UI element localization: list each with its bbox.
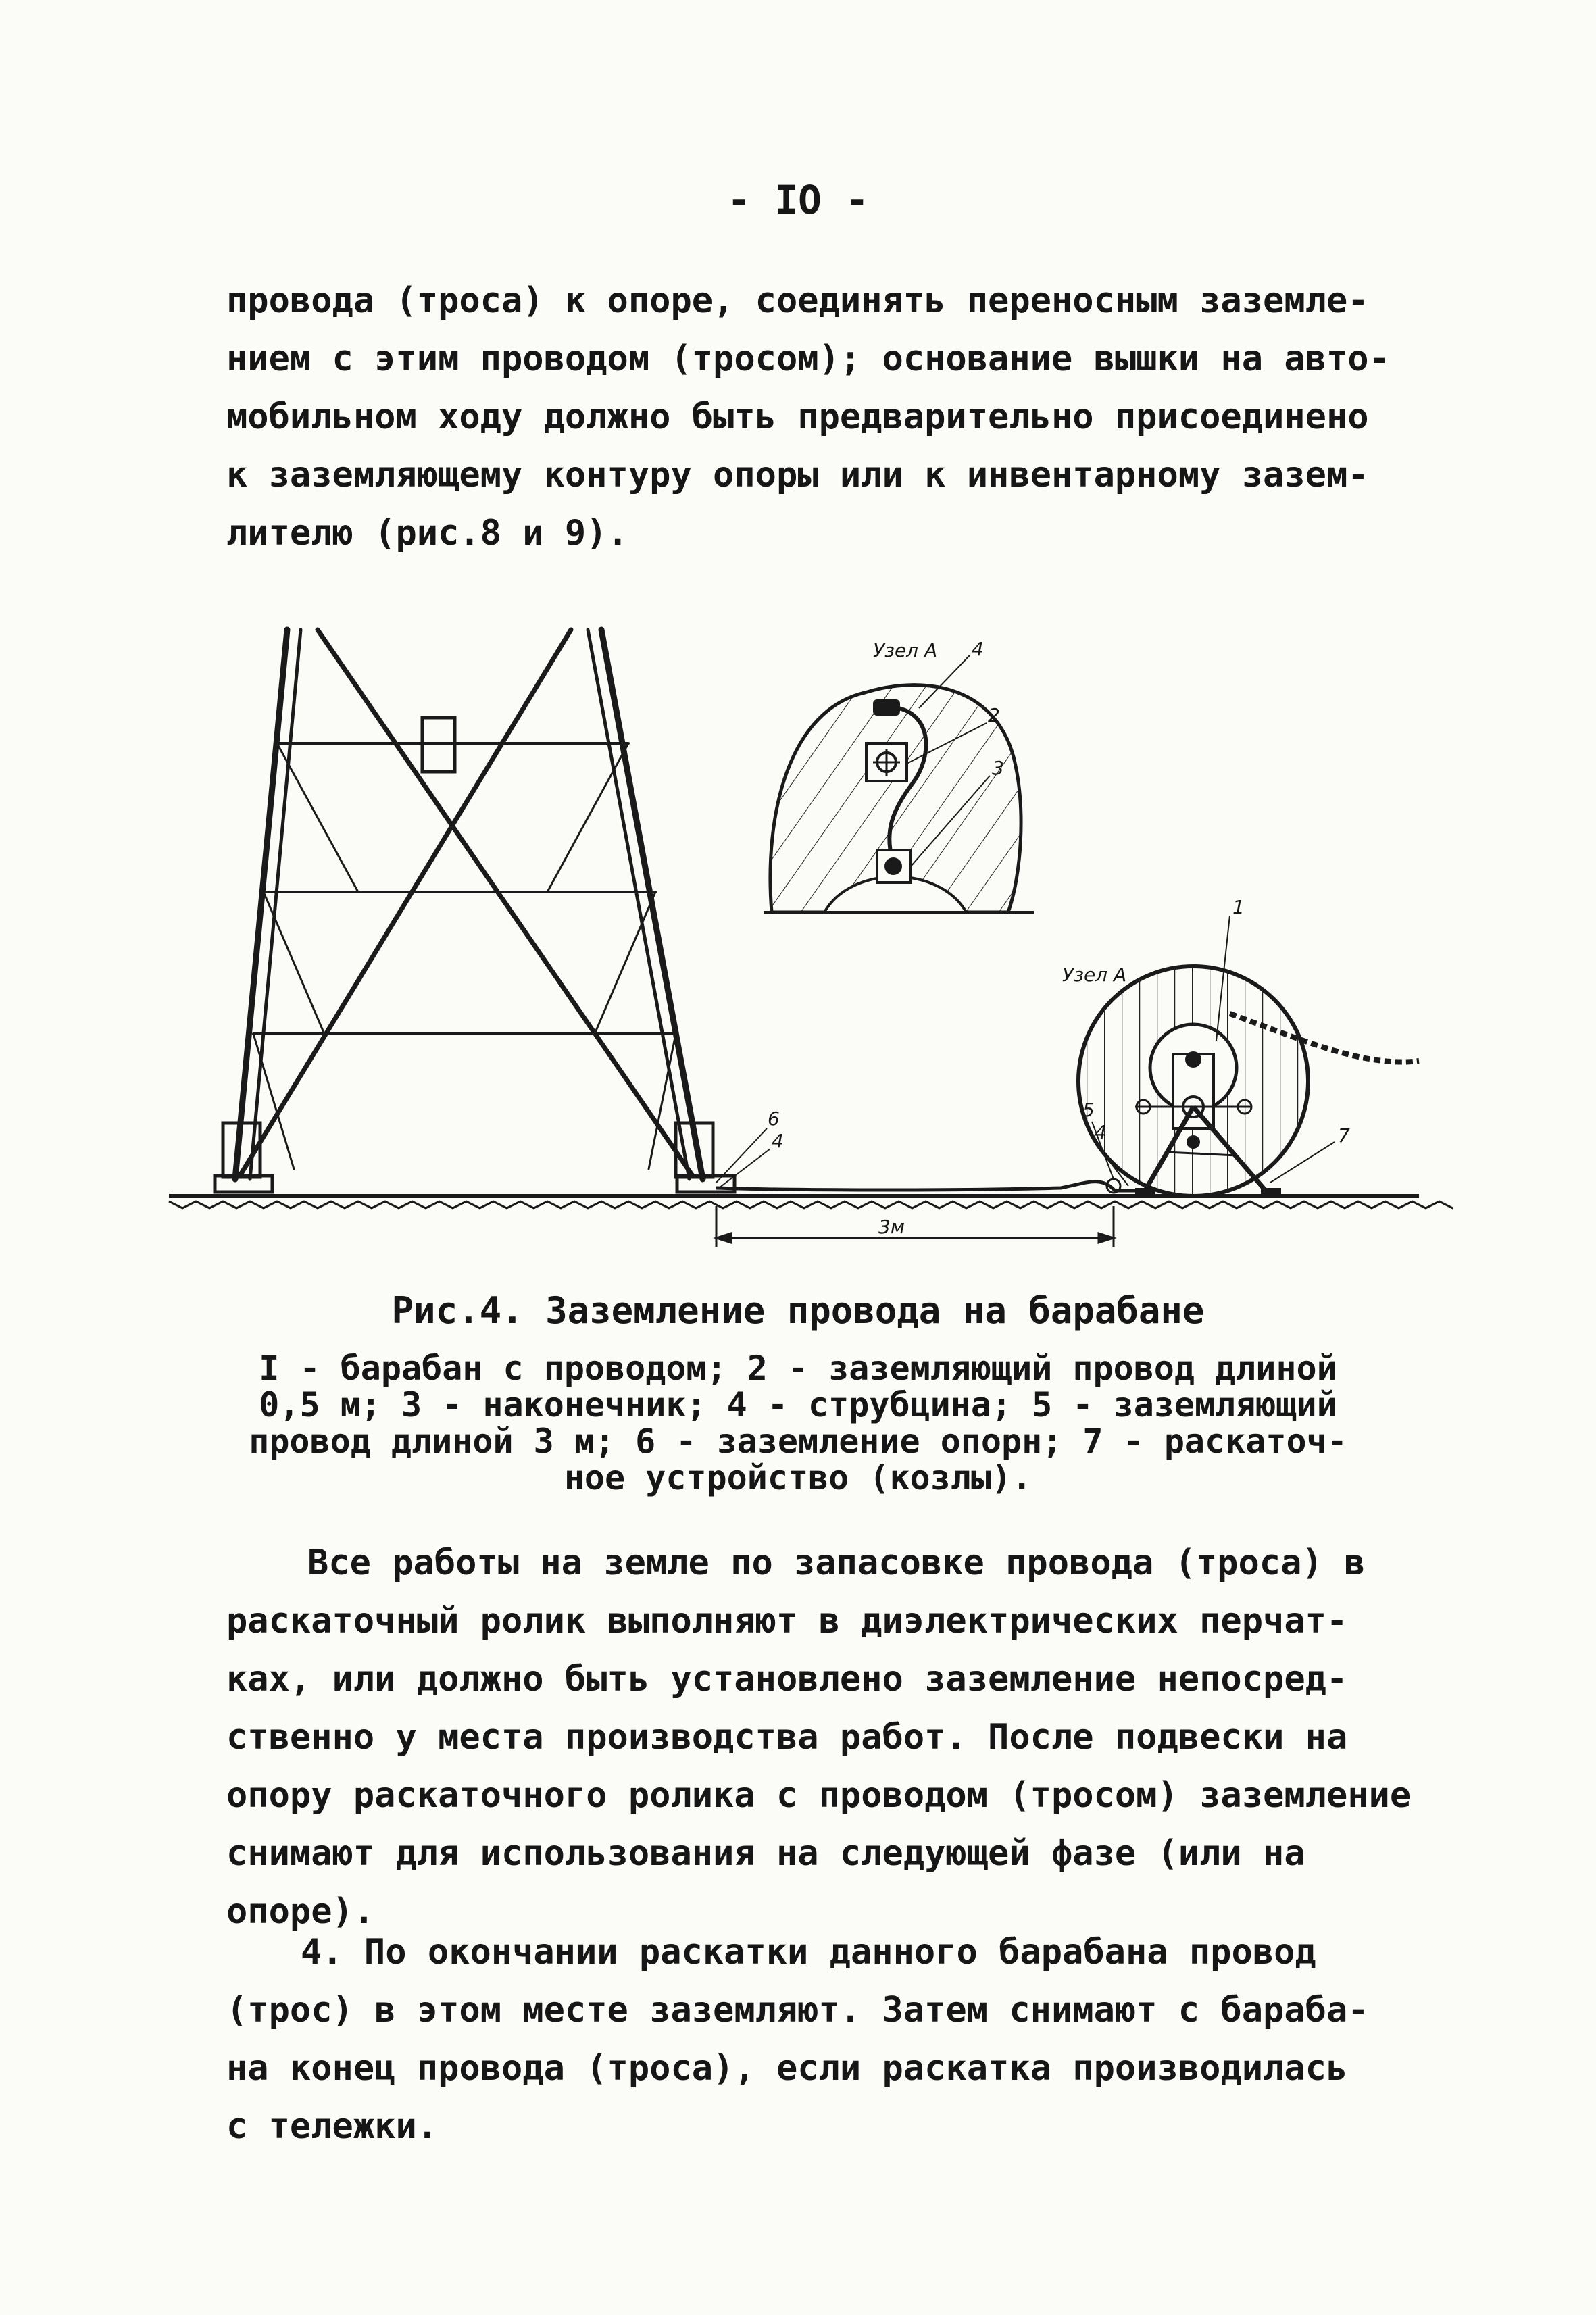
- callout-7: 7: [1338, 1124, 1350, 1147]
- text-line: на конец провода (троса), если раскатка производилась: [226, 2048, 1348, 2089]
- detail-node-a: [764, 655, 1034, 912]
- text-line: снимают для использования на следующей фазе (или на: [226, 1833, 1305, 1874]
- legend-line: ное устройство (козлы).: [564, 1458, 1032, 1497]
- tower: [215, 630, 734, 1192]
- drum: [1078, 916, 1419, 1196]
- callout-3: 3: [992, 757, 1004, 779]
- callout-4-drum: 4: [1095, 1121, 1107, 1143]
- figure-grounding-drum: [155, 608, 1453, 1270]
- text-line: к заземляющему контуру опоры или к инвентарному зазем-: [226, 455, 1369, 495]
- dimension-3m: [716, 1206, 1114, 1247]
- legend-line: I - барабан с проводом; 2 - заземляющий провод длиной: [259, 1349, 1337, 1388]
- legend-line: 0,5 м; 3 - наконечник; 4 - струбцина; 5 - заземляющий: [259, 1385, 1337, 1424]
- top-paragraph: [226, 272, 1416, 562]
- figure-drawing: [155, 608, 1453, 1270]
- text-line: лителю (рис.8 и 9).: [226, 513, 628, 553]
- node-label-drum: Узел А: [1062, 964, 1127, 986]
- text-line: (трос) в этом месте заземляют. Затем снимают с бараба-: [226, 1990, 1369, 2031]
- distance-label: 3м: [878, 1216, 905, 1238]
- paragraph-2: [226, 1923, 1416, 2156]
- figure-legend: [0, 1350, 1596, 1496]
- text-line: с тележки.: [226, 2106, 439, 2147]
- callout-2: 2: [988, 704, 1000, 726]
- callout-4-tower: 4: [772, 1130, 784, 1152]
- text-line: 4. По окончании раскатки данного барабана провод: [301, 1932, 1316, 1972]
- node-label-top: Узел А: [873, 639, 938, 662]
- callout-4-detail: 4: [972, 638, 984, 660]
- text-line: опоре).: [226, 1891, 375, 1932]
- ground-line: [169, 1196, 1453, 1208]
- text-line: Все работы на земле по запасовке провода (троса) в: [307, 1543, 1366, 1583]
- paragraph-1: [226, 1534, 1416, 1941]
- text-line: провода (троса) к опоре, соединять переносным заземле-: [226, 280, 1369, 321]
- text-line: раскаточный ролик выполняют в диэлектрических перчат-: [226, 1601, 1348, 1641]
- callout-1: 1: [1232, 896, 1245, 918]
- ground-wire: [716, 1179, 1149, 1193]
- text-line: ственно у места производства работ. После подвески на: [226, 1717, 1348, 1758]
- callout-5: 5: [1082, 1099, 1095, 1121]
- figure-caption: Рис.4. Заземление провода на барабане: [391, 1289, 1205, 1332]
- text-line: ках, или должно быть установлено заземление непосред-: [226, 1659, 1348, 1699]
- legend-line: провод длиной 3 м; 6 - заземление опорн; 7 - раскаточ-: [249, 1422, 1347, 1461]
- page-number: - IO -: [727, 177, 869, 223]
- callout-6: 6: [768, 1107, 780, 1130]
- text-line: нием с этим проводом (тросом); основание вышки на авто-: [226, 339, 1390, 379]
- text-line: опору раскаточного ролика с проводом (тросом) заземление: [226, 1775, 1412, 1816]
- text-line: мобильном ходу должно быть предварительно присоединено: [226, 397, 1369, 437]
